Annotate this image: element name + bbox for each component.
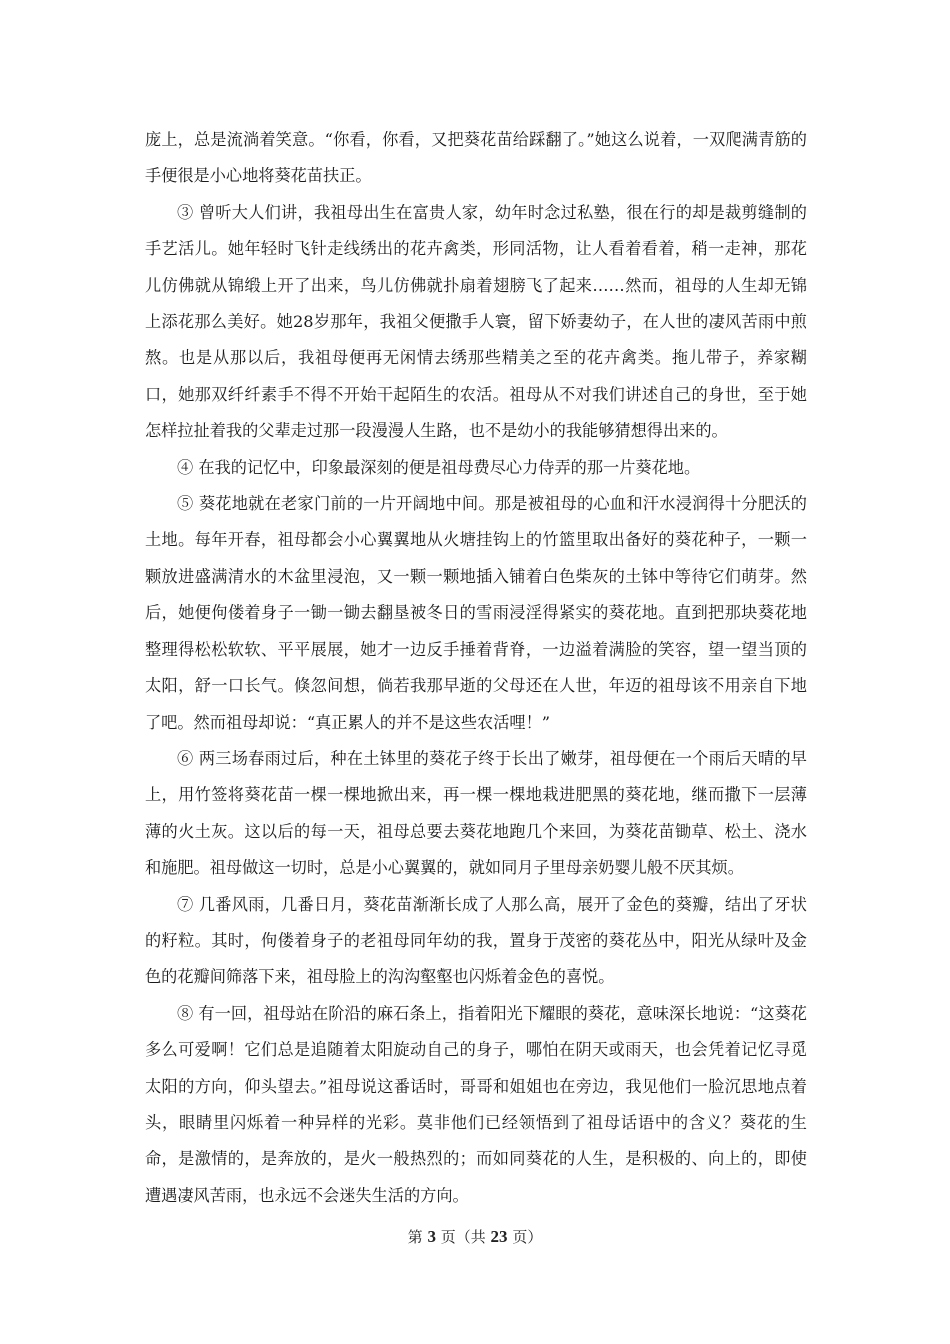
- footer-suffix: 页）: [512, 1228, 543, 1246]
- paragraph-8: ⑧ 有一回，祖母站在阶沿的麻石条上，指着阳光下耀眼的葵花，意味深长地说：“这葵花多么可爱啊！它们总是追随着太阳旋动自己的身子，哪怕在阴天或雨天，也会凭着记忆寻觅太阳的方向，仰头望去。”祖母说这番话时，哥哥和姐姐也在旁边，我见他们一脸沉思地点着头，眼睛里闪烁着一种异样的光彩。莫非他们已经领悟到了祖母话语中的含义？葵花的生命，是激情的，是奔放的，是火一般热烈的；而如同葵花的人生，是积极的、向上的，即使遭遇凄风苦雨，也永远不会迷失生活的方向。: [145, 1003, 807, 1205]
- paragraph-6: ⑥ 两三场春雨过后，种在土钵里的葵花子终于长出了嫩芽，祖母便在一个雨后天晴的早上，用竹签将葵花苗一棵一棵地掀出来，再一棵一棵地栽进肥黑的葵花地，继而撒下一层薄薄的火土灰。这以后的每一天，祖母总要去葵花地跑几个来回，为葵花苗锄草、松土、浇水和施肥。祖母做这一切时，总是小心翼翼的，就如同月子里母亲奶婴儿般不厌其烦。: [145, 748, 807, 878]
- paragraph-7: ⑦ 几番风雨，几番日月，葵花苗渐渐长成了人那么高，展开了金色的葵瓣，结出了牙状的籽粒。其时，佝偻着身子的老祖母同年幼的我，置身于茂密的葵花丛中，阳光从绿叶及金色的花瓣间筛落下来，祖母脸上的沟沟壑壑也闪烁着金色的喜悦。: [145, 894, 807, 987]
- paragraph-3: ③ 曾听大人们讲，我祖母出生在富贵人家，幼年时念过私塾，很在行的却是裁剪缝制的手艺活儿。她年轻时飞针走线绣出的花卉禽类，形同活物，让人看着看着，稍一走神，那花儿仿佛就从锦缎上开了出来，鸟儿仿佛就扑扇着翅膀飞了起来……然而，祖母的人生却无锦上添花那么美好。她28岁那年，我祖父便撒手人寰，留下娇妻幼子，在人世的凄风苦雨中煎熬。也是从那以后，我祖母便再无闲情去绣那些精美之至的花卉禽类。拖儿带子，养家糊口，她那双纤纤素手不得不开始干起陌生的农活。祖母从不对我们讲述自己的身世，至于她怎样拉扯着我的父辈走过那一段漫漫人生路，也不是幼小的我能够猜想得出来的。: [145, 202, 807, 441]
- current-page-number: 3: [427, 1227, 436, 1246]
- paragraph-4: ④ 在我的记忆中，印象最深刻的便是祖母费尽心力侍弄的那一片葵花地。: [177, 457, 701, 477]
- total-page-count: 23: [490, 1227, 508, 1246]
- document-body: [145, 122, 807, 1214]
- footer-prefix: 第: [407, 1228, 423, 1246]
- footer-middle: 页（共: [440, 1228, 486, 1246]
- paragraph-continuation: 庞上，总是流淌着笑意。“你看，你看，又把葵花苗给踩翻了。”她这么说着，一双爬满青筋的手便很是小心地将葵花苗扶正。: [145, 130, 807, 186]
- page-footer: [0, 1226, 950, 1247]
- paragraph-5: ⑤ 葵花地就在老家门前的一片开阔地中间。那是被祖母的心血和汗水浸润得十分肥沃的土地。每年开春，祖母都会小心翼翼地从火塘挂钩上的竹篮里取出备好的葵花种子，一颗一颗放进盛满清水的木盆里浸泡，又一颗一颗地插入铺着白色柴灰的土钵中等待它们萌芽。然后，她便佝偻着身子一锄一锄去翻垦被冬日的雪雨浸淫得紧实的葵花地。直到把那块葵花地整理得松松软软、平平展展，她才一边反手捶着背脊，一边溢着满脸的笑容，望一望当顶的太阳，舒一口长气。倏忽间想，倘若我那早逝的父母还在人世，年迈的祖母该不用亲自下地了吧。然而祖母却说：“真正累人的并不是这些农活哩！”: [145, 494, 807, 732]
